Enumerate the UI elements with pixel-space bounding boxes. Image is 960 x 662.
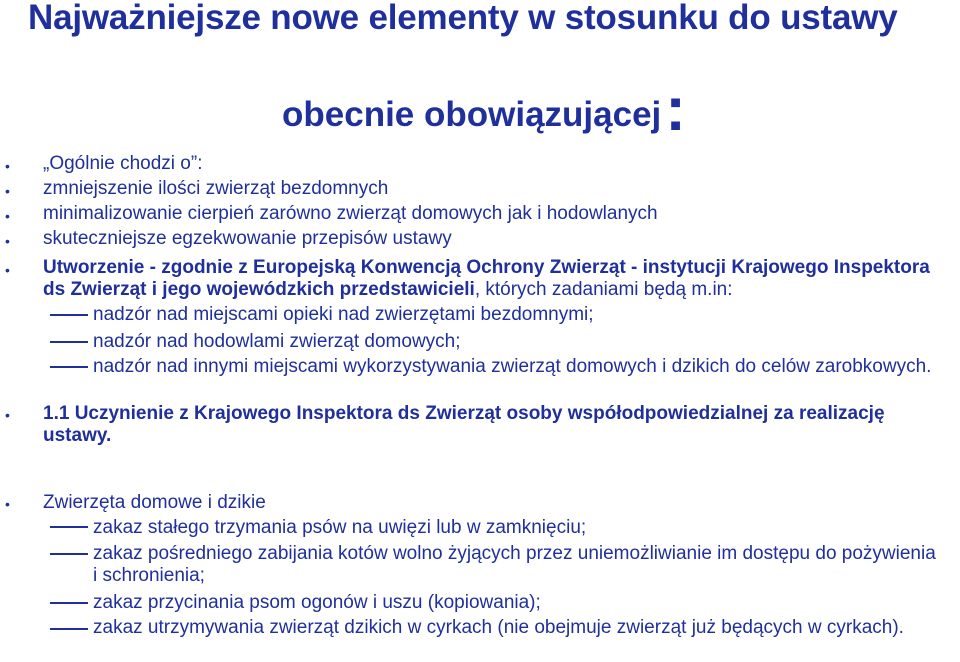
title-line2-text: obecnie obowiązującej xyxy=(282,95,662,134)
bullet-dot: • xyxy=(5,496,10,512)
list-item: „Ogólnie chodzi o”: xyxy=(43,153,203,174)
dash-marker xyxy=(50,553,88,555)
sub-list-item: nadzór nad hodowlami zwierząt domowych; xyxy=(93,331,461,352)
dash-marker xyxy=(50,602,88,604)
sub-list-item: nadzór nad miejscami opieki nad zwierzętami bezdomnymi; xyxy=(93,304,594,325)
bullet-dot: • xyxy=(5,183,10,199)
list-item-inspector xyxy=(43,257,943,301)
slide-title-line1: Najważniejsze nowe elementy w stosunku do ustawy xyxy=(28,0,898,37)
sub-list-item: zakaz stałego trzymania psów na uwięzi lub w zamknięciu; xyxy=(93,517,587,538)
bullet-dot: • xyxy=(5,233,10,249)
dash-marker xyxy=(50,314,88,316)
list-item: minimalizowanie cierpień zarówno zwierząt domowych jak i hodowlanych xyxy=(43,203,658,224)
dash-marker xyxy=(50,526,88,528)
bullet-dot: • xyxy=(5,262,10,278)
sub-list-item: nadzór nad innymi miejscami wykorzystywania zwierząt domowych i dzikich do celów zarobkowych. xyxy=(93,356,932,377)
sub-list-item: zakaz pośredniego zabijania kotów wolno żyjących przez uniemożliwianie im dostępu do pożywienia i schronienia; xyxy=(93,543,936,586)
list-item-responsibility: 1.1 Uczynienie z Krajowego Inspektora ds Zwierząt osoby współodpowiedzialnej za realizację ustawy. xyxy=(43,403,885,446)
slide-title-line2 xyxy=(282,70,686,144)
inspector-text-normal: , których zadaniami będą m.in: xyxy=(474,279,733,300)
title-colon: : xyxy=(665,75,686,144)
dash-marker xyxy=(50,628,88,630)
bullet-dot: • xyxy=(5,407,10,423)
list-item: zmniejszenie ilości zwierząt bezdomnych xyxy=(43,178,389,199)
dash-marker xyxy=(50,366,88,368)
sub-list-item: zakaz przycinania psom ogonów i uszu (kopiowania); xyxy=(93,592,541,613)
list-item: skuteczniejsze egzekwowanie przepisów ustawy xyxy=(43,228,452,249)
bullet-dot: • xyxy=(5,158,10,174)
section-heading: Zwierzęta domowe i dzikie xyxy=(43,492,266,513)
dash-marker xyxy=(50,341,88,343)
sub-list-item: zakaz utrzymywania zwierząt dzikich w cyrkach (nie obejmuje zwierząt już będących w cyrkach). xyxy=(93,617,904,638)
inspector-text-bold: Utworzenie - zgodnie z Europejską Konwencją Ochrony Zwierząt - instytucji Krajowego Inspektora ds Zwierząt i jego wojewódzkich przedstawicieli xyxy=(43,257,930,300)
bullet-dot: • xyxy=(5,208,10,224)
